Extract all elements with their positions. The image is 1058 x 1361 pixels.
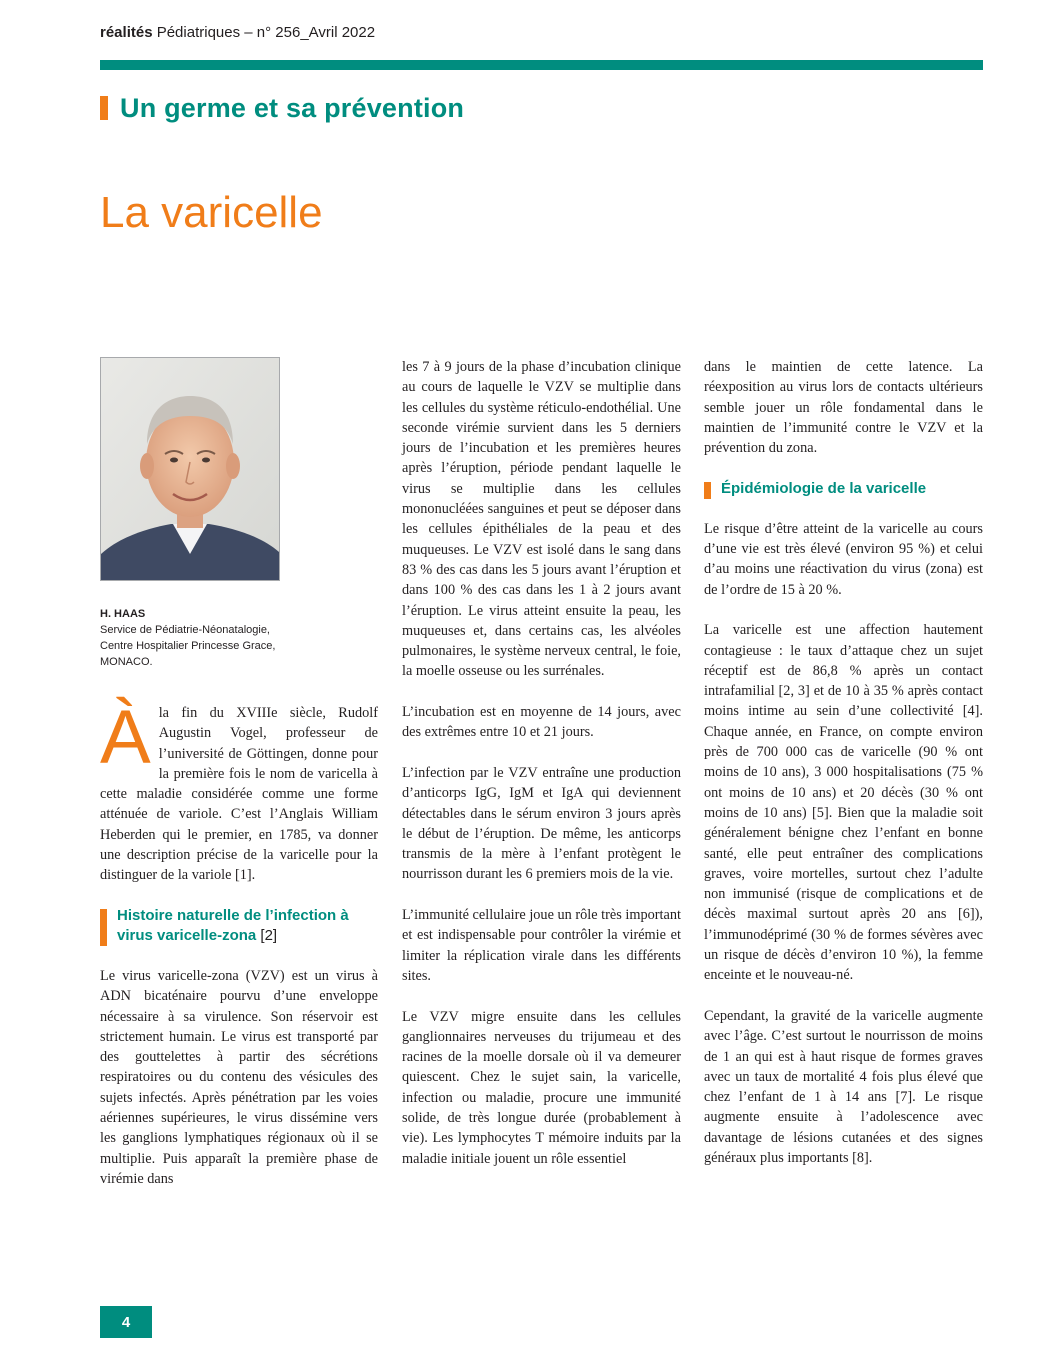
- article-title: La varicelle: [100, 188, 323, 237]
- section-heading-natural-history: [100, 906, 378, 946]
- author-photo: [100, 357, 280, 581]
- author-block: [100, 606, 340, 670]
- heading-marker: [704, 482, 711, 499]
- body-paragraph: Cependant, la gravité de la varicelle augmente avec l’âge. C’est surtout le nourrisson de moins de 1 an qui est à haut risque de formes graves avec un taux de mortalité 4 fois plus élevé que chez l’enfant de 1 à 14 ans [7]. Le risque augmente ensuite à l’adolescence avec davantage de lésions cutanées et des signes généraux plus importants [8].: [704, 1007, 983, 1166]
- body-paragraph: La varicelle est une affection hautement contagieuse : le taux d’attaque chez un sujet réceptif est de 86,8 % après un contact intrafamilial [2, 3] et de 10 à 35 % après contact moins intime au sein d’une collectivité [4]. Chaque année, en France, on compte environ près de 700 000 cas de varicelle (90 % ont moins de 10 ans), 3 000 hospitalisations (75 % ont moins de 10 ans) et 20 décès (30 % ont moins de 10 ans) [5]. Bien que la maladie soit généralement bénigne chez l’enfant en bonne santé, elle peut entraîner des complications graves, voire mortelles, surtout chez l’adulte non immunisé (risque de complications et de décès maximal surtout après 20 ans [6]), l’immunodéprimé (30 % de formes sévères avec un risque de décès d’environ 10 %), la femme enceinte et le nouveau-né.: [704, 622, 983, 984]
- intro-text: la fin du XVIIIe siècle, Rudolf Augustin Vogel, professeur de l’université de Göttingen, donne pour la première fois le nom de varicella à cette maladie considérée comme une forme atténuée de variole. C’est l’Anglais William Heberden qui le premier, en 1785, va donner une description précise de la varicelle pour la distinguer de la variole [1].: [100, 705, 378, 884]
- column-2: [402, 357, 681, 1189]
- heading-text: Épidémiologie de la varicelle: [721, 479, 927, 497]
- body-paragraph: L’infection par le VZV entraîne une production d’anticorps IgG, IgM et IgA qui deviennent détectables dans le sérum environ 3 jours après le début de l’éruption. De même, les anticorps transmis de la mère à l’enfant protègent le nourrisson durant les 6 premiers mois de la vie.: [402, 764, 681, 883]
- author-affiliation-line: Service de Pédiatrie-Néonatalogie,: [100, 624, 270, 636]
- body-paragraph: dans le maintien de cette latence. La réexposition au virus lors de contacts ultérieurs semble jouer un rôle fondamental dans le maintien de l’immunité contre le VZV et la prévention du zona.: [704, 359, 983, 457]
- body-paragraph: Le risque d’être atteint de la varicelle au cours d’une vie est très élevé (environ 95 %) et celui d’au moins une réactivation du virus (zona) est de l’ordre de 15 à 20 %.: [704, 520, 983, 598]
- author-name: H. HAAS: [100, 608, 146, 620]
- column-3: [704, 357, 983, 1189]
- page-number: 4: [100, 1306, 152, 1338]
- heading-marker: [100, 909, 107, 946]
- header-rule: [100, 60, 983, 70]
- author-affiliation-line: Centre Hospitalier Princesse Grace,: [100, 640, 276, 652]
- author-affiliation-line: MONACO.: [100, 656, 153, 668]
- body-paragraph: Le virus varicelle-zona (VZV) est un virus à ADN bicaténaire pourvu d’une enveloppe nécessaire à sa virulence. Son réservoir est strictement humain. Le virus est transporté par des gouttelettes à partir des sécrétions respiratoires ou du contenu des vésicules des sujets infectés. Après pénétration par les voies aériennes supérieures, le virus dissémine vers les ganglions lymphatiques régionaux où il se multiplie. Puis apparaît la première phase de virémie dans: [100, 967, 378, 1187]
- heading-ref: [2]: [256, 926, 278, 944]
- running-header: [100, 24, 375, 41]
- issue-info: Pédiatriques – n° 256_Avril 2022: [152, 24, 376, 41]
- column-1: [100, 695, 378, 1210]
- rubric-title: Un germe et sa prévention: [120, 92, 465, 123]
- drop-cap: À: [100, 695, 151, 780]
- body-paragraph: L’immunité cellulaire joue un rôle très important et est indispensable pour contrôler la virémie et limiter la réplication virale dans les différents sites.: [402, 907, 681, 984]
- journal-name: réalités: [100, 24, 153, 41]
- intro-paragraph: [100, 695, 378, 886]
- rubric: [100, 92, 464, 124]
- body-paragraph: L’incubation est en moyenne de 14 jours, avec des extrêmes entre 10 et 21 jours.: [402, 704, 681, 741]
- rubric-marker: [100, 96, 108, 120]
- body-paragraph: Le VZV migre ensuite dans les cellules ganglionnaires nerveuses du trijumeau et des racines de la moelle dorsale où il va demeurer quiescent. Chez le sujet sain, la varicelle, infection ou maladie, procure une immunité solide, de très longue durée (probablement à vie). Les lymphocytes T mémoire induits par la maladie initiale jouent un rôle essentiel: [402, 1008, 681, 1167]
- section-heading-epidemiology: [704, 479, 983, 499]
- body-paragraph: les 7 à 9 jours de la phase d’incubation clinique au cours de laquelle le VZV se multiplie dans les cellules du système réticulo-endothélial. Une seconde virémie survient dans les 5 derniers jours de l’incubation et les premières heures après l’éruption, période pendant laquelle le virus se multiplie dans les cellules mononucléées sanguines et peut se déposer dans les cellules épithéliales de la peau et des muqueuses. Le VZV est isolé dans le sang dans 83 % des cas dans les 5 jours avant l’éruption et dans 100 % des cas dans les 1 à 2 jours avant l’éruption. Le virus atteint ensuite la peau, les muqueuses et, dans certains cas, les alvéoles pulmonaires, le système nerveux central, le foie, la moelle osseuse ou les surrénales.: [402, 359, 681, 680]
- heading-text: Histoire naturelle de l’infection à virus varicelle-zona: [117, 906, 349, 944]
- author-portrait-image: [101, 358, 279, 580]
